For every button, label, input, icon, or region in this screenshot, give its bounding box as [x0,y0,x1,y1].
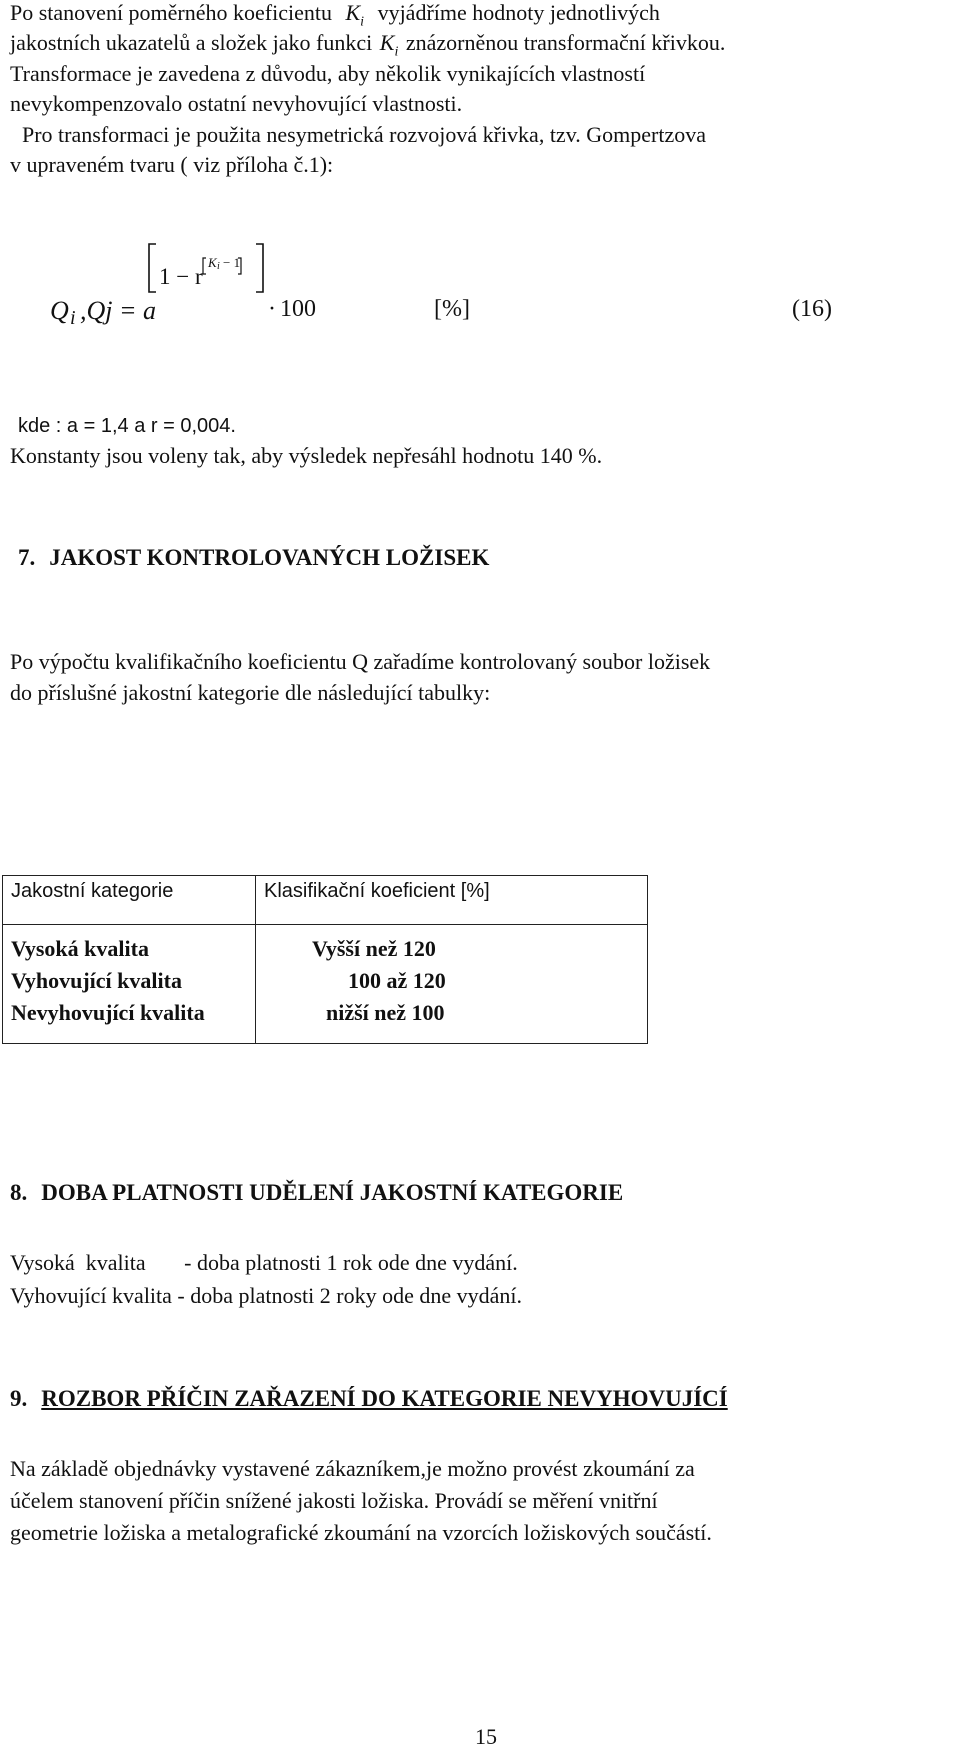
formula-hundred: 100 [280,296,316,322]
formula-lhs-i: i [70,307,76,329]
table-cell-category: Nevyhovující kvalita [11,1000,205,1025]
section-7-heading [18,545,489,571]
section-9-line-3: geometrie ložiska a metalografické zkoumání na vzorcích ložiskových součástí. [10,1520,712,1545]
table-coefficient-column [256,925,648,1044]
section-8-line-2: Vyhovující kvalita - doba platnosti 2 roky ode dne vydání. [10,1283,523,1308]
intro-line-1-a: Po stanovení poměrného koeficientu [10,0,332,25]
formula-brackets [0,0,960,340]
table-header-coefficient: Klasifikační koeficient [%] [256,876,648,925]
section-8-line-1: Vysoká kvalita - doba platnosti 1 rok ode dne vydání. [10,1250,518,1275]
quality-category-table [2,875,648,1044]
table-body-row [3,925,648,1044]
constants-line-2: Konstanty jsou voleny tak, aby výsledek nepřesáhl hodnotu 140 %. [10,443,603,468]
formula-exp-minus-one: − 1 [223,255,241,270]
table-header-category: Jakostní kategorie [3,876,256,925]
intro-line-3: Transformace je zavedena z důvodu, aby několik vynikajících vlastností [10,61,646,86]
intro-line-5: Pro transformaci je použita nesymetrická rozvojová křivka, tzv. Gompertzova [22,122,706,147]
constants-line-1: kde : a = 1,4 a r = 0,004. [18,415,236,437]
section-7-para-1: Po výpočtu kvalifikačního koeficientu Q zařadíme kontrolovaný soubor ložisek [10,649,711,674]
section-9-heading [10,1386,728,1412]
table-cell-coefficient: nižší než 100 [326,1000,445,1025]
table-cell-category: Vyhovující kvalita [11,968,182,993]
page-number: 15 [475,1724,497,1749]
formula-lhs-q: Q [50,296,69,325]
formula-unit: [%] [434,296,470,322]
section-8-title: DOBA PLATNOSTI UDĚLENÍ JAKOSTNÍ KATEGORIE [41,1180,624,1205]
formula-exp-k: K [208,255,217,270]
intro-line-2-b: znázorněnou transformační křivkou. [405,30,726,55]
intro-line-1-b: vyjádříme hodnoty jednotlivých [377,0,660,25]
section-9-line-1: Na základě objednávky vystavené zákazníkem,je možno provést zkoumání za [10,1456,695,1481]
intro-line-4: nevykompenzovalo ostatní nevyhovující vlastnosti. [10,91,463,116]
section-9-number: 9. [10,1386,28,1411]
section-9-title: ROZBOR PŘÍČIN ZAŘAZENÍ DO KATEGORIE NEVYHOVUJÍCÍ [41,1386,728,1411]
formula-lhs-rest: ,Qj = a [80,296,157,325]
formula-number: (16) [792,296,832,322]
table-cell-coefficient: Vyšší než 120 [312,936,436,961]
k-i-symbol: $K_i$ [345,0,365,30]
table-cell-category: Vysoká kvalita [11,936,149,961]
table-category-column [3,925,256,1044]
section-7-number: 7. [18,545,36,570]
section-9-line-2: účelem stanovení příčin snížené jakosti ložiska. Provádí se měření vnitřní [10,1488,658,1513]
table-header-row [3,876,648,925]
formula-exponent: 1 − r [159,264,203,289]
intro-line-6: v upraveném tvaru ( viz příloha č.1): [10,152,334,177]
formula-times: · [268,296,276,322]
intro-line-2-a: jakostních ukazatelů a složek jako funkci [10,30,373,55]
formula-exp-i: i [217,261,220,272]
k-i-symbol: $K_i$ [379,30,399,60]
section-8-heading [10,1180,623,1206]
section-8-number: 8. [10,1180,28,1205]
section-7-para-2: do příslušné jakostní kategorie dle následující tabulky: [10,680,491,705]
section-7-title: JAKOST KONTROLOVANÝCH LOŽISEK [49,545,490,570]
table-cell-coefficient: 100 až 120 [348,968,446,993]
